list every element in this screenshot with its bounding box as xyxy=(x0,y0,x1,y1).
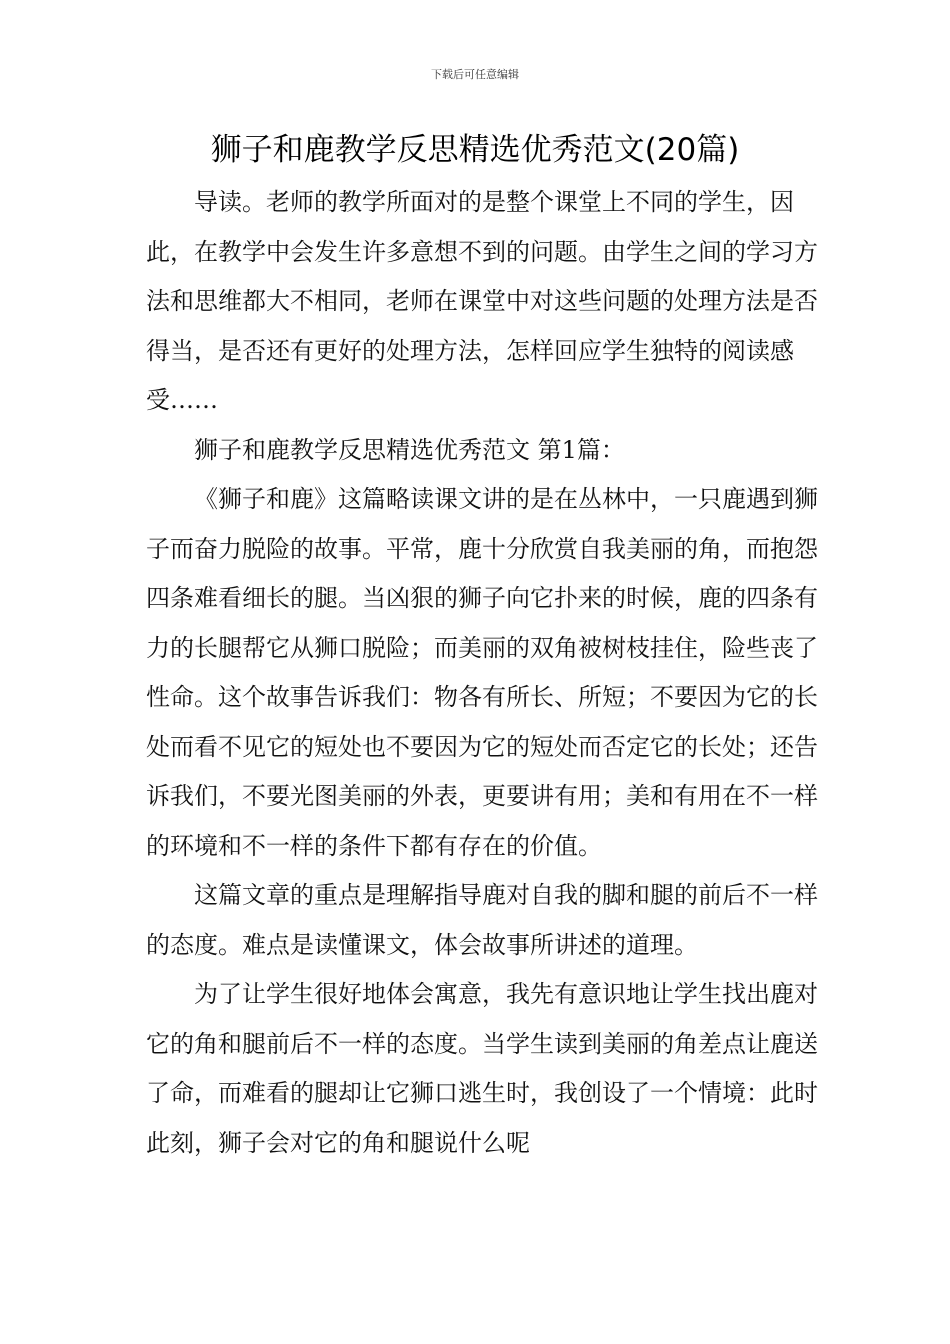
document-body xyxy=(146,178,826,1168)
body-paragraph: 《狮子和鹿》这篇略读课文讲的是在丛林中，一只鹿遇到狮子而奋力脱险的故事。平常，鹿十分欣赏自我美丽的角，而抱怨四条难看细长的腿。当凶狠的狮子向它扑来的时候，鹿的四条有力的长腿帮它从狮口脱险；而美丽的双角被树枝挂住，险些丧了性命。这个故事告诉我们：物各有所长、所短；不要因为它的长处而看不见它的短处也不要因为它的短处而否定它的长处；还告诉我们，不要光图美丽的外表，更要讲有用；美和有用在不一样的环境和不一样的条件下都有存在的价值。 xyxy=(146,485,818,860)
page-header-note: 下载后可任意编辑 xyxy=(431,68,519,81)
body-paragraph: 为了让学生很好地体会寓意，我先有意识地让学生找出鹿对它的角和腿前后不一样的态度。当学生读到美丽的角差点让鹿送了命，而难看的腿却让它狮口逃生时，我创设了一个情境：此时此刻，狮子会对它的角和腿说什么呢 xyxy=(146,980,818,1157)
document-title: 狮子和鹿教学反思精选优秀范文(20篇) xyxy=(210,132,740,168)
section-heading: 狮子和鹿教学反思精选优秀范文 第1篇： xyxy=(194,435,625,464)
intro-paragraph: 导读。老师的教学所面对的是整个课堂上不同的学生，因此，在教学中会发生许多意想不到的问题。由学生之间的学习方法和思维都大不相同，老师在课堂中对这些问题的处理方法是否得当，是否还有更好的处理方法，怎样回应学生独特的阅读感受…… xyxy=(146,188,818,414)
body-paragraph: 这篇文章的重点是理解指导鹿对自我的脚和腿的前后不一样的态度。难点是读懂课文，体会故事所讲述的道理。 xyxy=(146,881,818,959)
